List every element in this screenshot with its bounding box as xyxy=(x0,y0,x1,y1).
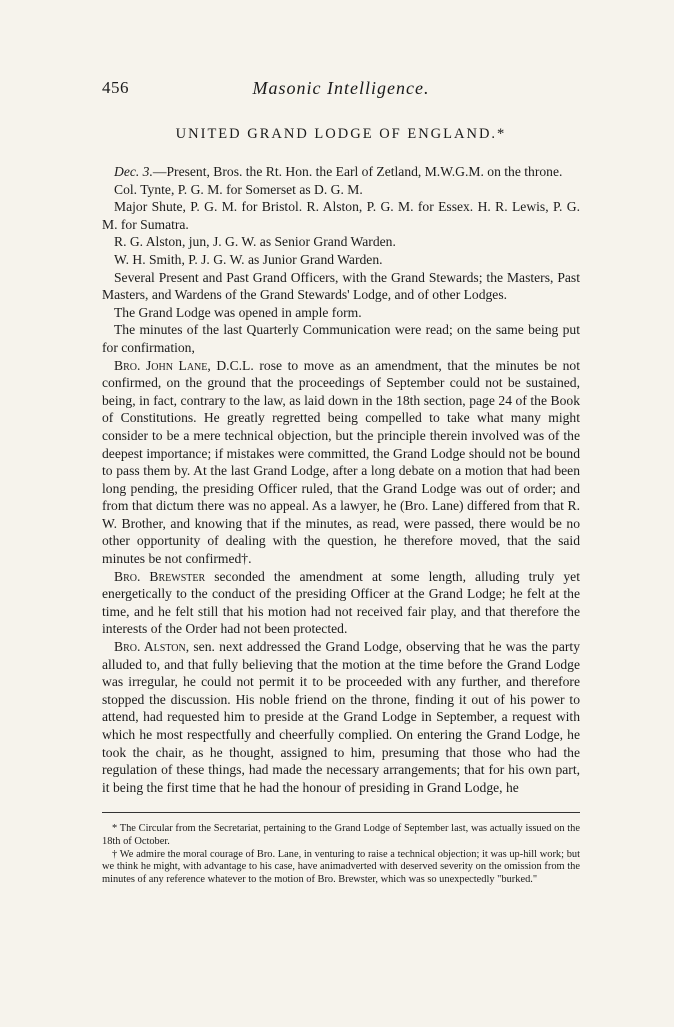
paragraph: R. G. Alston, jun, J. G. W. as Senior Grand Warden. xyxy=(114,234,396,250)
paragraph-text: sen. next addressed the Grand Lodge, observing that he was the party alluded to, and that fully believing that the motion at the time before the Grand Lodge was irregular, he could not permit it to be proceeded with any further, and therefore stopped the discussion. His noble friend on the throne, finding it out of his power to attend, had requested him to preside at the Grand Lodge in September, a request with which he most respectfully and cheerfully complied. On entering the Grand Lodge, he took the chair, as he thought, assigned to him, presuming that those who had the regulation of these things, had made the necessary arrangements; that for his own part, it being the first time that he had the honour of presiding in Grand Lodge, he xyxy=(102,639,580,795)
article-heading: UNITED GRAND LODGE OF ENGLAND.* xyxy=(175,126,507,142)
paragraph: Several Present and Past Grand Officers, with the Grand Stewards; the Masters, Past Masters, and Wardens of the Grand Stewards' Lodge, and of other Lodges. xyxy=(102,269,580,303)
running-title: Masonic Intelligence. xyxy=(252,78,430,98)
paragraph-text: rose to move as an amendment, that the minutes be not confirmed, on the ground that the proceedings of September could not be sustained, being, in fact, contrary to the law, as laid down in the 18th section, page 24 of the Book of Constitutions. He greatly regretted being compelled to take what many might consider to be a mere technical objection, but the principle therein involved was of the deepest importance; if mistakes were committed, the Grand Lodge should not be bound to pass them by. At the last Grand Lodge, after a long debate on a motion that had been long pending, the presiding Officer ruled, that the Grand Lodge was out of order; and from that dictum there was no appeal. As a lawyer, he (Bro. Lane) differed from that R. W. Brother, and knowing that if the minutes, as read, were passed, there would be no other opportunity of dealing with the question, he therefore moved, that the said minutes be not confirmed†. xyxy=(102,357,580,567)
running-head xyxy=(102,78,580,104)
paragraph xyxy=(102,638,580,796)
footnote: * The Circular from the Secretariat, pertaining to the Grand Lodge of September last, was actually issued on the 18th of October. xyxy=(102,823,580,847)
meeting-date: Dec. 3. xyxy=(114,164,153,179)
page-number: 456 xyxy=(102,78,129,97)
speaker-name: Bro. Brewster xyxy=(114,568,206,584)
speaker-name: Bro. Alston, xyxy=(114,639,190,655)
paragraph xyxy=(102,357,580,568)
footnote: † We admire the moral courage of Bro. Lane, in venturing to raise a technical objection; it was up-hill work; but we think he might, with advantage to his case, have animadverted with deserved severity on the omission from the minutes of any reference whatever to the motion of Bro. Brewster, which was so unexpectedly "burked." xyxy=(102,848,580,885)
footnote-divider xyxy=(102,812,580,813)
article-body xyxy=(102,163,580,796)
paragraph xyxy=(102,163,580,181)
paragraph-text: —Present, Bros. the Rt. Hon. the Earl of Zetland, M.W.G.M. on the throne. xyxy=(152,164,563,179)
paragraph-text: seconded the amendment at some length, alluding truly yet energetically to the conduct of the presiding Officer at the Grand Lodge; he felt at the time, and he felt still that his motion had not received fair play, and that therefore the interests of the Order had not been protected. xyxy=(102,568,580,637)
footnotes xyxy=(102,823,580,886)
paragraph: The Grand Lodge was opened in ample form. xyxy=(114,304,362,320)
speaker-name: Bro. John Lane, D.C.L. xyxy=(114,357,254,373)
paragraph: Col. Tynte, P. G. M. for Somerset as D. G. M. xyxy=(114,181,363,197)
paragraph: Major Shute, P. G. M. for Bristol. R. Alston, P. G. M. for Essex. H. R. Lewis, P. G. M. for Sumatra. xyxy=(102,199,580,232)
paragraph: W. H. Smith, P. J. G. W. as Junior Grand Warden. xyxy=(114,251,383,267)
paragraph: The minutes of the last Quarterly Communication were read; on the same being put for confirmation, xyxy=(102,322,580,355)
paragraph xyxy=(102,568,580,638)
